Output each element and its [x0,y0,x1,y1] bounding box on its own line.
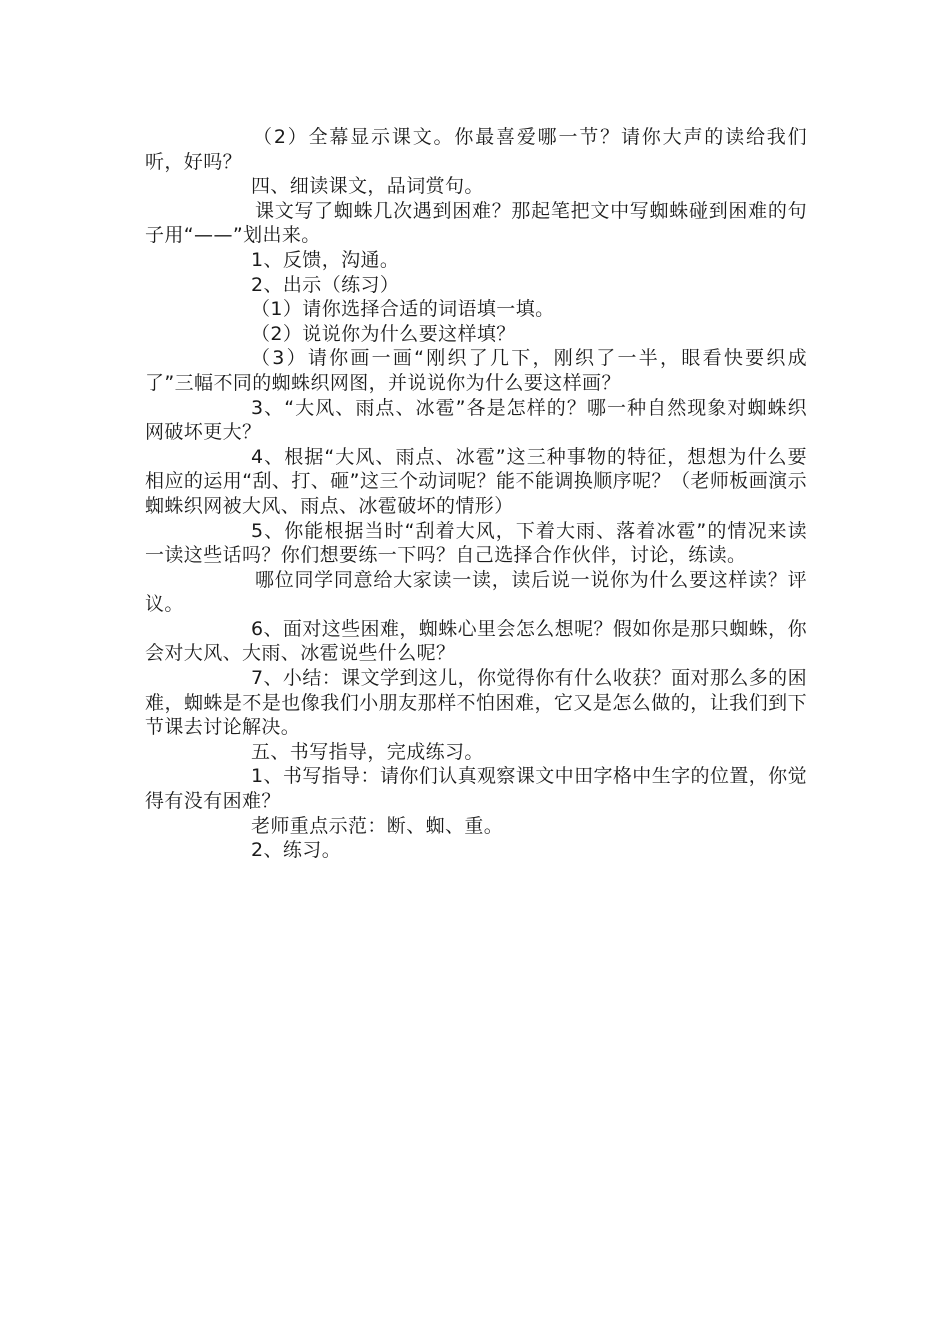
step-six-thoughts: 6、面对这些困难，蜘蛛心里会怎么想呢？假如你是那只蜘蛛，你会对大风、大雨、冰雹说些什么呢？ [145,617,807,665]
step-five-reading: 5、你能根据当时“刮着大风，下着大雨、落着冰雹”的情况来读一读这些话吗？你们想要练一下吗？自己选择合作伙伴，讨论，练读。 [145,519,807,567]
step-feedback: 1、反馈，沟通。 [251,248,400,271]
step-writing-guidance: 1、书写指导：请你们认真观察课文中田字格中生字的位置，你觉得有没有困难？ [145,765,807,813]
paragraph-find-difficulties: 课文写了蜘蛛几次遇到困难？那起笔把文中写蜘蛛碰到困难的句子用“——”划出来。 [145,199,807,247]
exercise-item-1: （1）请你选择合适的词语填一填。 [251,298,555,321]
step-four-verbs: 4、根据“大风、雨点、冰雹”这三种事物的特征，想想为什么要相应的运用“刮、打、砸”这三个动词呢？能不能调换顺序呢？（老师板画演示蜘蛛织网被大风、雨点、冰雹破坏的情形） [145,445,807,517]
exercise-item-2: （2）说说你为什么要这样填？ [251,322,516,345]
exercise-item-3: （3）请你画一画“刚织了几下，刚织了一半，眼看快要织成了”三幅不同的蜘蛛织网图，并说说你为什么要这样画？ [145,347,807,394]
paragraph-volunteer-reading: 哪位同学同意给大家读一读，读后说一说你为什么要这样读？评议。 [145,568,807,616]
heading-section-four: 四、细读课文，品词赏句。 [251,175,484,198]
step-show-exercise: 2、出示（练习） [251,273,400,296]
paragraph-teacher-demo: 老师重点示范：断、蜘、重。 [251,814,504,837]
document-body [145,125,807,863]
step-practice: 2、练习。 [251,839,342,862]
paragraph-display-text: （2）全幕显示课文。你最喜爱哪一节？请你大声的读给我们听，好吗？ [145,126,807,173]
step-three-weather: 3、“大风、雨点、冰雹”各是怎样的？哪一种自然现象对蜘蛛织网破坏更大？ [145,396,807,444]
heading-section-five: 五、书写指导，完成练习。 [251,740,484,763]
step-seven-summary: 7、小结：课文学到这儿，你觉得你有什么收获？面对那么多的困难，蜘蛛是不是也像我们小朋友那样不怕困难，它又是怎么做的，让我们到下节课去讨论解决。 [145,667,807,739]
